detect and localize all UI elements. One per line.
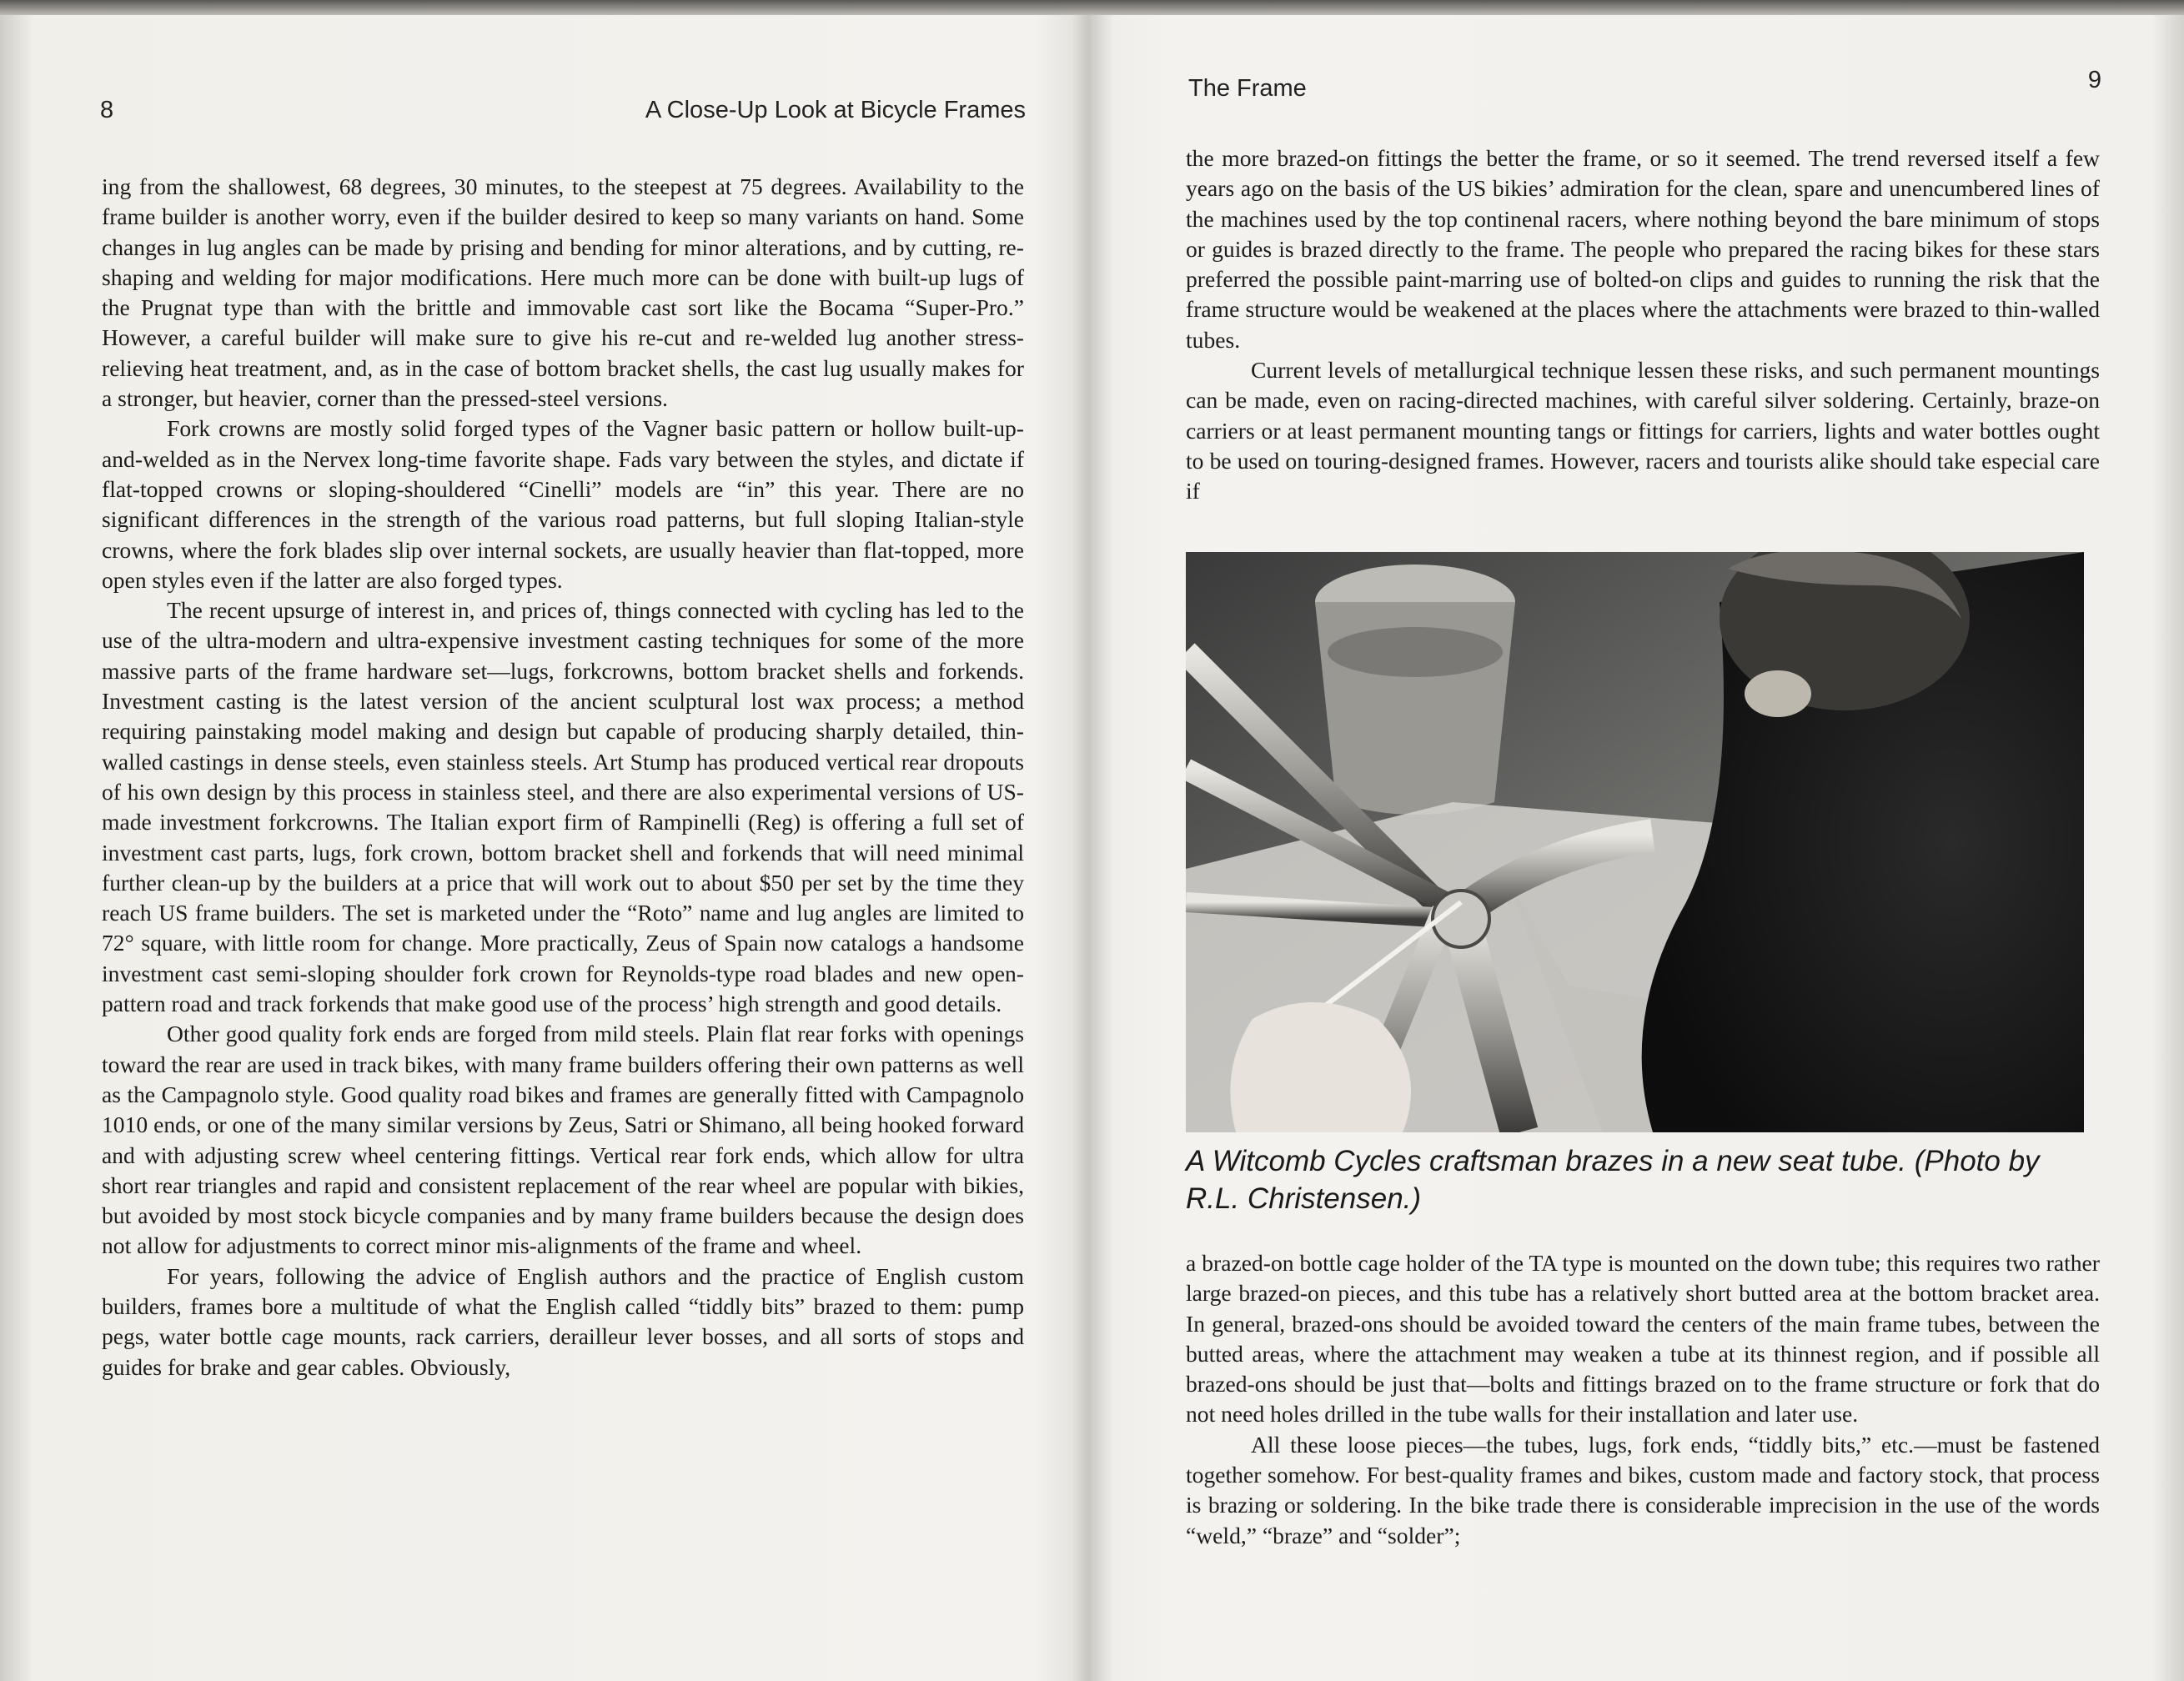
frame-brazing-photo (1186, 552, 2084, 1132)
running-title: The Frame (1188, 75, 1307, 102)
paragraph: Other good quality fork ends are forged from mild steels. Plain flat rear forks with openings toward the rear are used in track bikes, with many frame builders offering their own patterns as well as the Campagnolo style. Good quality road bikes and frames are generally fitted with Campagnolo 1010 ends, or one of the many similar versions by Zeus, Satri or Shimano, all being hooked forward and with adjusting screw wheel centering fittings. Vertical rear fork ends, which allow for ultra short rear triangles and rapid and consistent replacement of the rear wheel are popular with bikies, but avoided by most stock bicycle companies and by many frame builders because the design does not allow for adjustments to correct minor mis-alignments of the frame and wheel. (102, 1021, 1024, 1259)
page-number: 8 (100, 97, 114, 123)
body-text-bottom (1186, 1248, 2100, 1551)
page-number: 9 (2087, 67, 2101, 93)
paragraph: Current levels of metallurgical technique lessen these risks, and such permanent mountings can be made, even on racing-directed machines, with careful silver soldering. Certainly, braze-on carriers or at least permanent mounting tangs or fittings for carriers, lights and water bottles ought to be used on touring-designed frames. However, racers and tourists alike should take especial care if (1186, 357, 2100, 504)
craftsman-ear (1745, 670, 1811, 717)
paragraph: ing from the shallowest, 68 degrees, 30 minutes, to the steepest at 75 degrees. Availability to the frame builder is another worry, even if the builder desired to keep so many variants on hand. Some changes in lug angles can be made by prising and bending for minor alterations, and by cutting, re-shaping and welding for major modifications. Here much more can be done with built-up lugs of the Prugnat type than with the brittle and immovable cast sort like the Bocama “Super-Pro.” However, a careful builder will make sure to give his re-cut and re-welded lug another stress-relieving heat treatment, and, as in the case of bottom bracket shells, the cast lug usually makes for a stronger, but heavier, corner than the pressed-steel versions. (102, 173, 1024, 412)
running-title: A Close-Up Look at Bicycle Frames (645, 97, 1026, 123)
body-text-top (1186, 143, 2100, 507)
photo-illustration (1186, 552, 2084, 1132)
left-page (100, 0, 1026, 1681)
paragraph: The recent upsurge of interest in, and prices of, things connected with cycling has led to the use of the ultra-modern and ultra-expensive investment casting techniques for some of the more massive parts of the frame hardware set—lugs, forkcrowns, bottom bracket shells and forkends. Investment casting is the latest version of the ancient sculptural lost wax process; a method requiring painstaking model making and design but capable of producing sharply detailed, thin-walled castings in dense steels, even stainless steels. Art Stump has produced vertical rear dropouts of his own design by this process in stainless steel, and there are also experimental versions of US-made investment forkcrowns. The Italian export firm of Rampinelli (Reg) is offering a full set of investment cast parts, lugs, fork crown, bottom bracket shell and forkends that will need minimal further clean-up by the builders at a price that will work out to about $50 per set by the time they reach US frame builders. The set is marketed under the “Roto” name and lug angles are limited to 72° square, with little room for change. More practically, Zeus of Spain now catalogs a handsome investment cast semi-sloping shoulder fork crown for Reynolds-type road blades and new open-pattern road and track forkends that make good use of the process’ high strength and good details. (102, 597, 1024, 1017)
bucket-water (1328, 627, 1503, 677)
paragraph: All these loose pieces—the tubes, lugs, fork ends, “tiddly bits,” etc.—must be fastened together somehow. For best-quality frames and bikes, custom made and factory stock, that process is brazing or soldering. In the bike trade there is considerable imprecision in the use of the words “weld,” “braze” and “solder”; (1186, 1431, 2100, 1548)
paragraph: a brazed-on bottle cage holder of the TA type is mounted on the down tube; this requires two rather large brazed-on pieces, and this tube has a relatively short butted area at the bottom bracket area. In general, brazed-ons should be avoided toward the centers of the main frame tubes, between the butted areas, where the attachment may weaken a tube at its thinnest region, and if possible all brazed-ons should be just that—bolts and fittings brazed on to the frame structure or fork that do not need holes drilled in the tube walls for their installation and later use. (1186, 1250, 2100, 1428)
photo-caption: A Witcomb Cycles craftsman brazes in a new seat tube. (Photo by R.L. Christensen.) (1186, 1145, 2040, 1215)
paragraph: the more brazed-on fittings the better the frame, or so it seemed. The trend reversed itself a few years ago on the basis of the US bikies’ admiration for the clean, spare and unencumbered lines of the machines used by the top continenal racers, where nothing beyond the bare minimum of stops or guides is brazed directly to the frame. The people who prepared the racing bikes for these stars preferred the possible paint-marring use of bolted-on clips and guides to running the risk that the frame structure would be weakened at the places where the attachments were brazed to thin-walled tubes. (1186, 145, 2100, 353)
paragraph: For years, following the advice of English authors and the practice of English custom builders, frames bore a multitude of what the English called “tiddly bits” brazed to them: pump pegs, water bottle cage mounts, rack carriers, derailleur lever bosses, and all sorts of stops and guides for brake and gear cables. Obviously, (102, 1262, 1024, 1380)
paragraph: Fork crowns are mostly solid forged types of the Vagner basic pattern or hollow built-up-and-welded as in the Nervex long-time favorite shape. Fads vary between the styles, and dictate if flat-topped crowns or sloping-shouldered “Cinelli” models are “in” this year. There are no significant differences in the strength of the various road patterns, but full sloping Italian-style crowns, where the fork blades slip over internal sockets, are usually heavier than flat-topped, more open styles even if the latter are also forged types. (102, 415, 1024, 593)
body-text (102, 172, 1024, 1382)
